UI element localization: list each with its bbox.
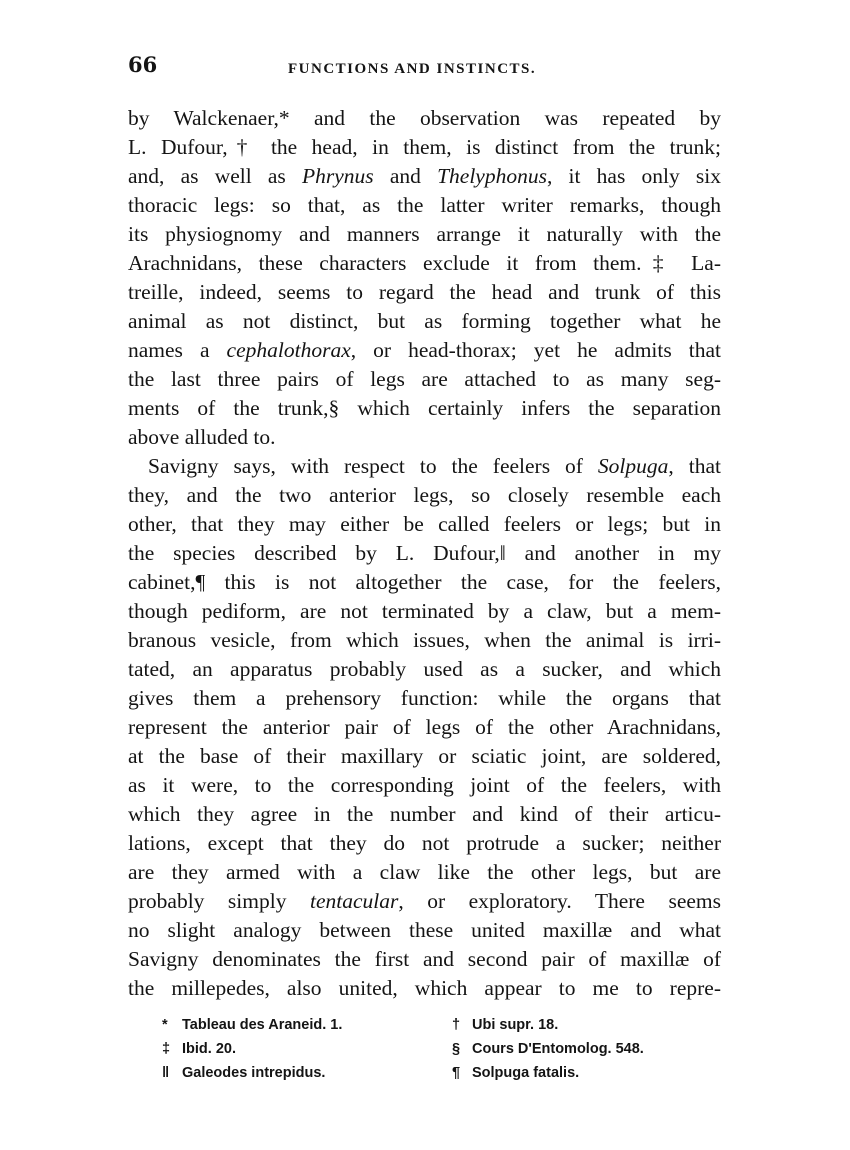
footnote-row bbox=[162, 1013, 702, 1037]
text-line: at the base of their maxillary or sciatic joint, are soldered, bbox=[128, 744, 721, 768]
page-header bbox=[128, 52, 724, 82]
text-line: other, that they may either be called feelers or legs; but in bbox=[128, 512, 721, 536]
footnote-text: Galeodes intrepidus. bbox=[182, 1065, 326, 1081]
text-line: Savigny denominates the first and second pair of maxillæ of bbox=[128, 947, 721, 971]
text-line: probably simply tentacular, or exploratory. There seems bbox=[128, 889, 721, 913]
footnote bbox=[162, 1061, 325, 1085]
text-line: tated, an apparatus probably used as a sucker, and which bbox=[128, 657, 721, 681]
footnote-mark: * bbox=[162, 1017, 168, 1033]
text-line: by Walckenaer,* and the observation was repeated by bbox=[128, 106, 721, 130]
body-text bbox=[128, 104, 721, 1003]
page-number: 66 bbox=[128, 52, 158, 77]
footnote-mark: ‖ bbox=[162, 1065, 170, 1081]
text-line: thoracic legs: so that, as the latter writer remarks, though bbox=[128, 193, 721, 217]
footnote-row bbox=[162, 1061, 702, 1085]
text-line: gives them a prehensory function: while the organs that bbox=[128, 686, 721, 710]
text-line: they, and the two anterior legs, so closely resemble each bbox=[128, 483, 721, 507]
footnote-text: Tableau des Araneid. 1. bbox=[182, 1017, 343, 1033]
text-line: and, as well as Phrynus and Thelyphonus, it has only six bbox=[128, 164, 721, 188]
footnote bbox=[452, 1037, 644, 1061]
text-line: the last three pairs of legs are attached to as many seg- bbox=[128, 367, 721, 391]
footnote-mark: ‡ bbox=[162, 1041, 171, 1057]
text-line: ments of the trunk,§ which certainly infers the separation bbox=[128, 396, 721, 420]
text-line: no slight analogy between these united maxillæ and what bbox=[128, 918, 721, 942]
text-line: its physiognomy and manners arrange it naturally with the bbox=[128, 222, 721, 246]
footnote-mark: ¶ bbox=[452, 1065, 461, 1081]
text-line: L. Dufour,† the head, in them, is distinct from the trunk; bbox=[128, 135, 721, 159]
paragraph-end-line: above alluded to. bbox=[128, 425, 276, 449]
footnote-text: Solpuga fatalis. bbox=[472, 1065, 580, 1081]
text-line: branous vesicle, from which issues, when the animal is irri- bbox=[128, 628, 721, 652]
footnote bbox=[452, 1061, 579, 1085]
footnote-row bbox=[162, 1037, 702, 1061]
paragraph-start-line: Savigny says, with respect to the feelers of Solpuga, that bbox=[148, 454, 721, 478]
footnote bbox=[162, 1037, 236, 1061]
footnotes bbox=[162, 1013, 702, 1085]
footnote-mark: § bbox=[452, 1041, 461, 1057]
text-line: represent the anterior pair of legs of the other Arachnidans, bbox=[128, 715, 721, 739]
text-line: though pediform, are not terminated by a claw, but a mem- bbox=[128, 599, 721, 623]
text-line: as it were, to the corresponding joint of the feelers, with bbox=[128, 773, 721, 797]
text-line: treille, indeed, seems to regard the head and trunk of this bbox=[128, 280, 721, 304]
footnote-mark: † bbox=[452, 1017, 461, 1033]
footnote-text: Ibid. 20. bbox=[182, 1041, 236, 1057]
text-line: the millepedes, also united, which appear to me to repre- bbox=[128, 976, 721, 1000]
footnote-text: Cours D'Entomolog. 548. bbox=[472, 1041, 644, 1057]
text-line: are they armed with a claw like the other legs, but are bbox=[128, 860, 721, 884]
text-line: lations, except that they do not protrude a sucker; neither bbox=[128, 831, 721, 855]
text-line: the species described by L. Dufour,‖ and another in my bbox=[128, 541, 721, 565]
text-line: names a cephalothorax, or head-thorax; yet he admits that bbox=[128, 338, 722, 362]
text-line: which they agree in the number and kind of their articu- bbox=[128, 802, 721, 826]
footnote bbox=[162, 1013, 342, 1037]
footnote-text: Ubi supr. 18. bbox=[472, 1017, 559, 1033]
text-line: Arachnidans, these characters exclude it from them.‡ La- bbox=[128, 251, 721, 275]
text-line: animal as not distinct, but as forming together what he bbox=[128, 309, 721, 333]
running-head: FUNCTIONS AND INSTINCTS. bbox=[288, 61, 537, 77]
text-line: cabinet,¶ this is not altogether the case, for the feelers, bbox=[128, 570, 721, 594]
footnote bbox=[452, 1013, 558, 1037]
